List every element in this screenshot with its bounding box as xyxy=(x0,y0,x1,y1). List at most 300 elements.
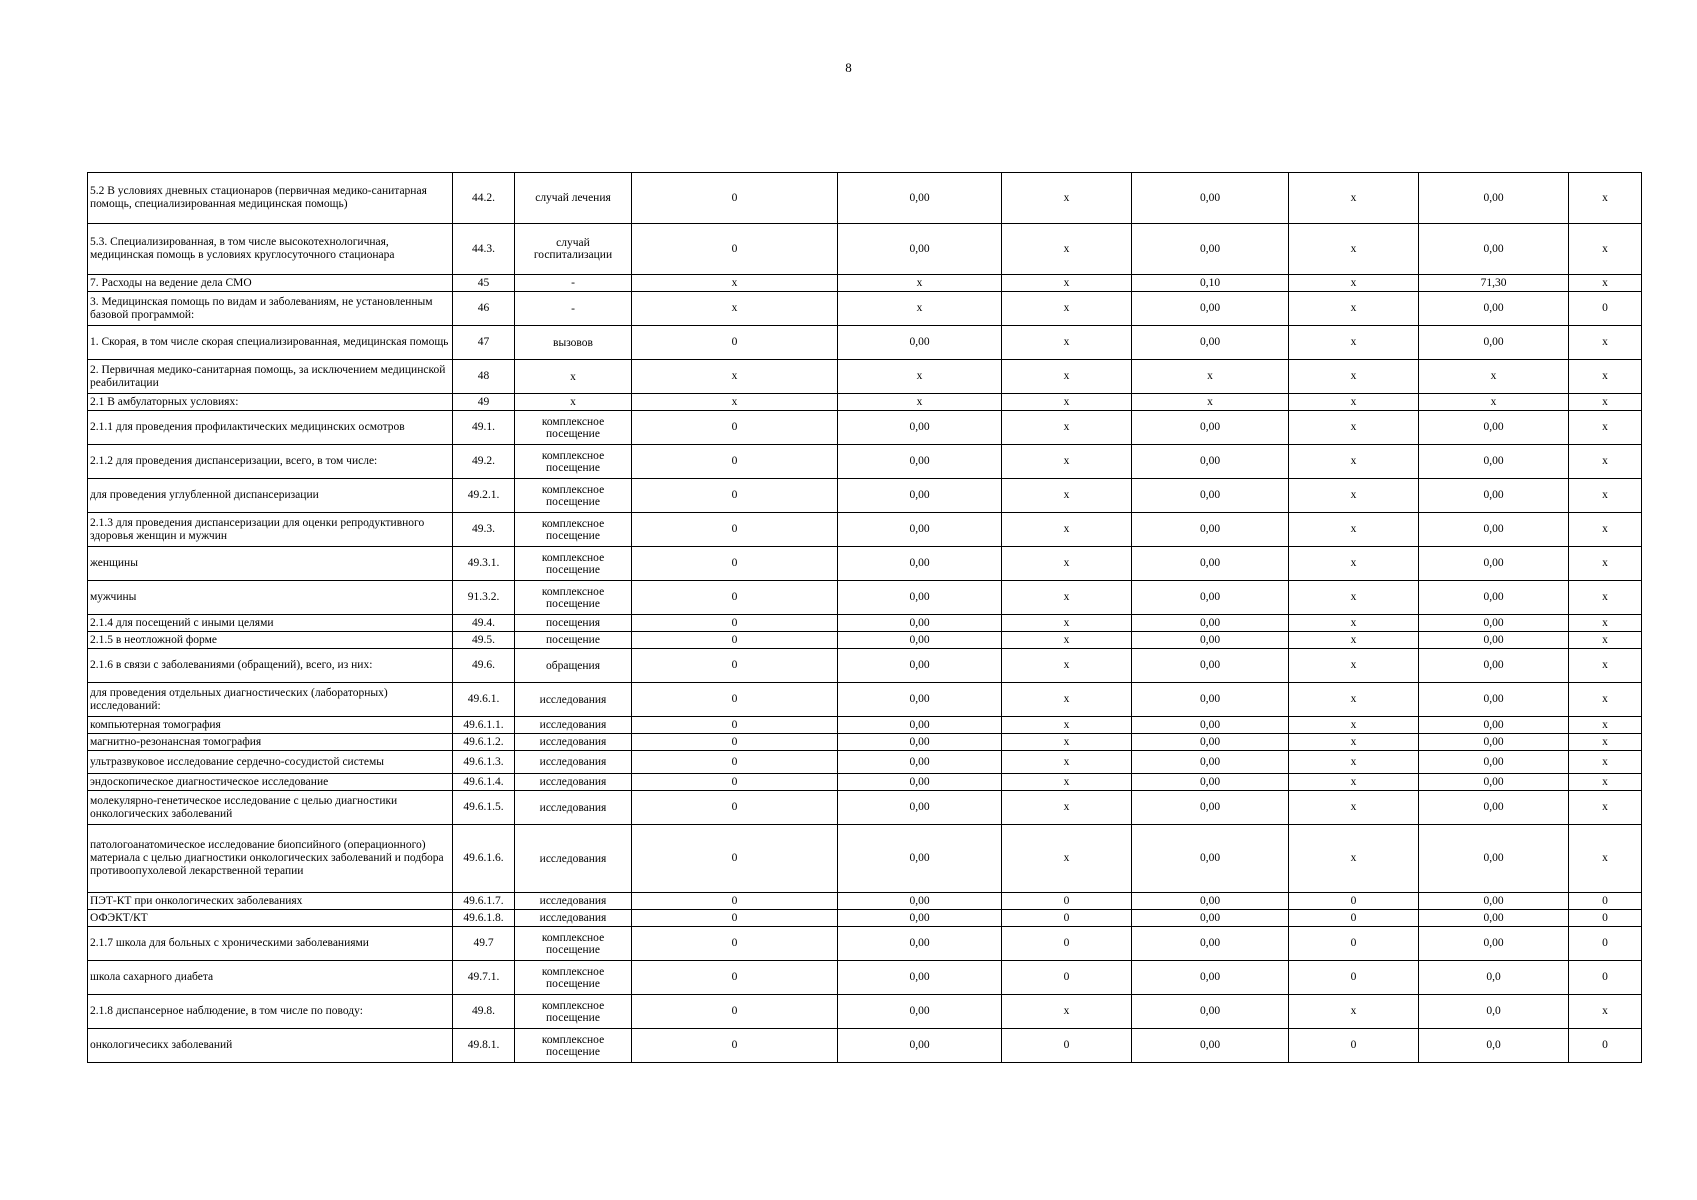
value-cell: х xyxy=(1289,734,1419,751)
value-cell: х xyxy=(632,394,838,411)
value-cell: х xyxy=(838,275,1002,292)
value-cell: х xyxy=(838,292,1002,326)
value-cell: 0,00 xyxy=(1132,173,1289,224)
value-cell: х xyxy=(1002,394,1132,411)
value-cell: 0 xyxy=(632,513,838,547)
row-code: 49.6.1.3. xyxy=(453,751,515,774)
value-cell: 0,00 xyxy=(1132,632,1289,649)
row-label: 2.1.7 школа для больных с хроническими заболеваниями xyxy=(88,927,453,961)
value-cell: 0,00 xyxy=(838,961,1002,995)
value-cell: х xyxy=(1569,581,1642,615)
value-cell: 0,00 xyxy=(1132,547,1289,581)
value-cell: х xyxy=(1569,615,1642,632)
value-cell: х xyxy=(1289,360,1419,394)
value-cell: х xyxy=(1569,649,1642,683)
value-cell: х xyxy=(1289,513,1419,547)
value-cell: 0 xyxy=(632,734,838,751)
value-cell: х xyxy=(632,292,838,326)
row-code: 49.3. xyxy=(453,513,515,547)
value-cell: 0 xyxy=(1569,1029,1642,1063)
value-cell: 0,00 xyxy=(838,927,1002,961)
value-cell: х xyxy=(1569,513,1642,547)
row-code: 49.5. xyxy=(453,632,515,649)
row-label: эндоскопическое диагностическое исследование xyxy=(88,774,453,791)
value-cell: 0,00 xyxy=(838,615,1002,632)
row-code: 49.6.1.7. xyxy=(453,893,515,910)
value-cell: 0,00 xyxy=(838,825,1002,893)
value-cell: 0,00 xyxy=(1132,961,1289,995)
value-cell: х xyxy=(1569,825,1642,893)
table-row xyxy=(88,751,1642,774)
value-cell: 0,00 xyxy=(1419,224,1569,275)
table-row xyxy=(88,173,1642,224)
row-label: 5.2 В условиях дневных стационаров (первичная медико-санитарная помощь, специализированная медицинская помощь) xyxy=(88,173,453,224)
unit-cell: комплексное посещение xyxy=(515,547,632,581)
value-cell: х xyxy=(1569,224,1642,275)
table-row xyxy=(88,734,1642,751)
value-cell: х xyxy=(1289,995,1419,1029)
unit-cell: - xyxy=(515,275,632,292)
row-label: для проведения углубленной диспансеризации xyxy=(88,479,453,513)
row-label: женщины xyxy=(88,547,453,581)
value-cell: 0,00 xyxy=(1419,649,1569,683)
value-cell: 0,0 xyxy=(1419,1029,1569,1063)
value-cell: 0 xyxy=(632,581,838,615)
table-row xyxy=(88,632,1642,649)
value-cell: 0,00 xyxy=(1419,751,1569,774)
value-cell: 0 xyxy=(1289,927,1419,961)
value-cell: х xyxy=(1002,791,1132,825)
row-label: 2. Первичная медико-санитарная помощь, за исключением медицинской реабилитации xyxy=(88,360,453,394)
value-cell: 0 xyxy=(632,224,838,275)
row-code: 49.6.1.5. xyxy=(453,791,515,825)
value-cell: 0 xyxy=(632,910,838,927)
value-cell: 0,00 xyxy=(838,547,1002,581)
value-cell: 0 xyxy=(632,774,838,791)
row-code: 49 xyxy=(453,394,515,411)
value-cell: х xyxy=(1002,275,1132,292)
unit-cell: исследования xyxy=(515,791,632,825)
value-cell: х xyxy=(1289,224,1419,275)
value-cell: 0,00 xyxy=(1419,411,1569,445)
value-cell: х xyxy=(1569,683,1642,717)
value-cell: 0 xyxy=(632,717,838,734)
value-cell: х xyxy=(1002,774,1132,791)
unit-cell: обращения xyxy=(515,649,632,683)
value-cell: 0 xyxy=(1569,893,1642,910)
value-cell: 0 xyxy=(632,791,838,825)
table-row xyxy=(88,649,1642,683)
value-cell: 0,00 xyxy=(838,224,1002,275)
value-cell: 0,00 xyxy=(1132,411,1289,445)
value-cell: 0 xyxy=(632,479,838,513)
value-cell: х xyxy=(1569,445,1642,479)
value-cell: 0,0 xyxy=(1419,995,1569,1029)
row-label: 3. Медицинская помощь по видам и заболеваниям, не установленным базовой программой: xyxy=(88,292,453,326)
value-cell: 0,00 xyxy=(838,173,1002,224)
value-cell: х xyxy=(1289,791,1419,825)
row-code: 49.6.1.1. xyxy=(453,717,515,734)
unit-cell: случай лечения xyxy=(515,173,632,224)
value-cell: 0,00 xyxy=(838,774,1002,791)
table-row xyxy=(88,683,1642,717)
value-cell: х xyxy=(1569,751,1642,774)
row-code: 49.8.1. xyxy=(453,1029,515,1063)
value-cell: 0 xyxy=(1002,1029,1132,1063)
value-cell: 0,00 xyxy=(1132,774,1289,791)
value-cell: х xyxy=(838,394,1002,411)
unit-cell: исследования xyxy=(515,717,632,734)
value-cell: х xyxy=(1569,734,1642,751)
value-cell: 0,00 xyxy=(1419,581,1569,615)
value-cell: х xyxy=(1132,360,1289,394)
value-cell: 0,00 xyxy=(1419,445,1569,479)
value-cell: 0,00 xyxy=(838,910,1002,927)
unit-cell: комплексное посещение xyxy=(515,513,632,547)
table-row xyxy=(88,479,1642,513)
value-cell: х xyxy=(1002,717,1132,734)
value-cell: х xyxy=(1002,825,1132,893)
value-cell: 0,00 xyxy=(1419,326,1569,360)
value-cell: х xyxy=(1289,479,1419,513)
value-cell: 0,00 xyxy=(1132,479,1289,513)
value-cell: 0 xyxy=(1002,893,1132,910)
value-cell: х xyxy=(1002,224,1132,275)
value-cell: х xyxy=(1569,717,1642,734)
value-cell: х xyxy=(1289,717,1419,734)
value-cell: 0,00 xyxy=(1132,791,1289,825)
value-cell: 0,00 xyxy=(1132,683,1289,717)
row-code: 49.7.1. xyxy=(453,961,515,995)
table-row xyxy=(88,547,1642,581)
value-cell: х xyxy=(1289,774,1419,791)
value-cell: 0,00 xyxy=(1419,734,1569,751)
value-cell: х xyxy=(1289,683,1419,717)
row-code: 48 xyxy=(453,360,515,394)
value-cell: 0,00 xyxy=(838,1029,1002,1063)
table-row xyxy=(88,326,1642,360)
value-cell: 71,30 xyxy=(1419,275,1569,292)
value-cell: х xyxy=(1002,326,1132,360)
table-row xyxy=(88,995,1642,1029)
value-cell: 0,00 xyxy=(1132,825,1289,893)
value-cell: х xyxy=(1002,581,1132,615)
value-cell: х xyxy=(1002,479,1132,513)
value-cell: 0,00 xyxy=(838,649,1002,683)
value-cell: х xyxy=(1569,360,1642,394)
unit-cell: посещение xyxy=(515,632,632,649)
unit-cell: комплексное посещение xyxy=(515,411,632,445)
table-row xyxy=(88,717,1642,734)
table-row xyxy=(88,513,1642,547)
value-cell: 0 xyxy=(1002,910,1132,927)
value-cell: х xyxy=(1289,394,1419,411)
value-cell: х xyxy=(1419,360,1569,394)
row-code: 49.6. xyxy=(453,649,515,683)
unit-cell: исследования xyxy=(515,825,632,893)
table-row xyxy=(88,927,1642,961)
table-row xyxy=(88,615,1642,632)
value-cell: 0,00 xyxy=(1132,1029,1289,1063)
value-cell: 0,00 xyxy=(838,751,1002,774)
value-cell: х xyxy=(1002,995,1132,1029)
value-cell: 0,00 xyxy=(838,581,1002,615)
value-cell: 0,00 xyxy=(1419,774,1569,791)
value-cell: х xyxy=(1002,649,1132,683)
table-row xyxy=(88,360,1642,394)
value-cell: 0 xyxy=(1002,961,1132,995)
value-cell: 0 xyxy=(632,649,838,683)
row-code: 91.3.2. xyxy=(453,581,515,615)
value-cell: х xyxy=(1002,547,1132,581)
row-label: 2.1.1 для проведения профилактических медицинских осмотров xyxy=(88,411,453,445)
row-label: ультразвуковое исследование сердечно-сосудистой системы xyxy=(88,751,453,774)
table-row xyxy=(88,411,1642,445)
value-cell: х xyxy=(1002,445,1132,479)
value-cell: 0 xyxy=(1289,893,1419,910)
value-cell: 0,00 xyxy=(1132,649,1289,683)
value-cell: 0,00 xyxy=(838,632,1002,649)
unit-cell: комплексное посещение xyxy=(515,995,632,1029)
value-cell: 0,00 xyxy=(838,683,1002,717)
value-cell: 0 xyxy=(632,547,838,581)
value-cell: 0 xyxy=(632,927,838,961)
value-cell: 0,00 xyxy=(1419,173,1569,224)
value-cell: 0,00 xyxy=(838,791,1002,825)
unit-cell: комплексное посещение xyxy=(515,581,632,615)
value-cell: х xyxy=(1289,445,1419,479)
value-cell: 0 xyxy=(1289,961,1419,995)
unit-cell: комплексное посещение xyxy=(515,445,632,479)
unit-cell: комплексное посещение xyxy=(515,1029,632,1063)
value-cell: х xyxy=(1002,734,1132,751)
value-cell: х xyxy=(1002,173,1132,224)
value-cell: х xyxy=(1569,547,1642,581)
row-code: 47 xyxy=(453,326,515,360)
row-label: 7. Расходы на ведение дела СМО xyxy=(88,275,453,292)
row-label: патологоанатомическое исследование биопсийного (операционного) материала с целью диагностики онкологических заболеваний и подбора противоопухолевой лекарственной терапии xyxy=(88,825,453,893)
value-cell: 0,00 xyxy=(1419,547,1569,581)
value-cell: 0 xyxy=(632,173,838,224)
row-label: 5.3. Специализированная, в том числе высокотехнологичная, медицинская помощь в условиях круглосуточного стационара xyxy=(88,224,453,275)
value-cell: 0 xyxy=(1569,927,1642,961)
value-cell: х xyxy=(1289,615,1419,632)
row-label: онкологичесикх заболеваний xyxy=(88,1029,453,1063)
row-code: 49.6.1.4. xyxy=(453,774,515,791)
value-cell: 0,00 xyxy=(1419,717,1569,734)
table-row xyxy=(88,825,1642,893)
unit-cell: случай госпитализации xyxy=(515,224,632,275)
row-label: ОФЭКТ/КТ xyxy=(88,910,453,927)
unit-cell: вызовов xyxy=(515,326,632,360)
value-cell: 0,00 xyxy=(1419,292,1569,326)
row-label: 2.1 В амбулаторных условиях: xyxy=(88,394,453,411)
value-cell: х xyxy=(1289,649,1419,683)
value-cell: 0,00 xyxy=(838,326,1002,360)
row-label: 1. Скорая, в том числе скорая специализированная, медицинская помощь xyxy=(88,326,453,360)
value-cell: 0,00 xyxy=(1132,751,1289,774)
table-row xyxy=(88,1029,1642,1063)
value-cell: 0 xyxy=(1569,961,1642,995)
value-cell: 0,00 xyxy=(1419,479,1569,513)
table-row xyxy=(88,224,1642,275)
unit-cell: исследования xyxy=(515,751,632,774)
value-cell: 0,00 xyxy=(838,411,1002,445)
value-cell: 0,00 xyxy=(838,479,1002,513)
value-cell: 0,00 xyxy=(1419,910,1569,927)
row-code: 49.6.1.2. xyxy=(453,734,515,751)
value-cell: 0,00 xyxy=(1132,292,1289,326)
table-row xyxy=(88,791,1642,825)
row-label: ПЭТ-КТ при онкологических заболеваниях xyxy=(88,893,453,910)
table-row xyxy=(88,774,1642,791)
row-label: 2.1.3 для проведения диспансеризации для оценки репродуктивного здоровья женщин и мужчин xyxy=(88,513,453,547)
value-cell: 0 xyxy=(632,1029,838,1063)
unit-cell: х xyxy=(515,394,632,411)
value-cell: 0 xyxy=(1002,927,1132,961)
value-cell: 0,00 xyxy=(838,717,1002,734)
table-row xyxy=(88,394,1642,411)
row-code: 44.3. xyxy=(453,224,515,275)
value-cell: 0,00 xyxy=(838,893,1002,910)
value-cell: 0 xyxy=(632,825,838,893)
unit-cell: комплексное посещение xyxy=(515,927,632,961)
row-code: 49.7 xyxy=(453,927,515,961)
value-cell: 0,00 xyxy=(1132,717,1289,734)
row-code: 45 xyxy=(453,275,515,292)
unit-cell: исследования xyxy=(515,734,632,751)
row-code: 49.2. xyxy=(453,445,515,479)
table-row xyxy=(88,292,1642,326)
row-label: 2.1.2 для проведения диспансеризации, всего, в том числе: xyxy=(88,445,453,479)
value-cell: 0 xyxy=(632,411,838,445)
value-cell: х xyxy=(1569,791,1642,825)
data-table xyxy=(87,172,1642,1063)
row-label: магнитно-резонансная томография xyxy=(88,734,453,751)
value-cell: 0,00 xyxy=(1132,734,1289,751)
unit-cell: комплексное посещение xyxy=(515,479,632,513)
table-row xyxy=(88,275,1642,292)
value-cell: х xyxy=(1289,173,1419,224)
table-row xyxy=(88,893,1642,910)
value-cell: 0 xyxy=(1569,292,1642,326)
value-cell: х xyxy=(1289,411,1419,445)
value-cell: 0 xyxy=(632,683,838,717)
value-cell: х xyxy=(1569,326,1642,360)
value-cell: 0,0 xyxy=(1419,961,1569,995)
row-label: молекулярно-генетическое исследование с целью диагностики онкологических заболеваний xyxy=(88,791,453,825)
row-label: 2.1.8 диспансерное наблюдение, в том числе по поводу: xyxy=(88,995,453,1029)
table-row xyxy=(88,910,1642,927)
unit-cell: посещения xyxy=(515,615,632,632)
value-cell: х xyxy=(1002,632,1132,649)
row-code: 49.6.1.6. xyxy=(453,825,515,893)
value-cell: 0,00 xyxy=(1132,910,1289,927)
value-cell: х xyxy=(1569,275,1642,292)
unit-cell: комплексное посещение xyxy=(515,961,632,995)
value-cell: х xyxy=(1002,751,1132,774)
value-cell: х xyxy=(1569,173,1642,224)
value-cell: х xyxy=(1569,774,1642,791)
value-cell: х xyxy=(1569,394,1642,411)
row-label: компьютерная томография xyxy=(88,717,453,734)
row-code: 49.6.1. xyxy=(453,683,515,717)
row-label: для проведения отдельных диагностических (лабораторных) исследований: xyxy=(88,683,453,717)
value-cell: х xyxy=(1289,581,1419,615)
value-cell: 0 xyxy=(632,751,838,774)
value-cell: 0,00 xyxy=(1419,825,1569,893)
value-cell: 0,00 xyxy=(1132,893,1289,910)
row-label: 2.1.5 в неотложной форме xyxy=(88,632,453,649)
value-cell: х xyxy=(1002,360,1132,394)
value-cell: х xyxy=(1289,751,1419,774)
row-label: школа сахарного диабета xyxy=(88,961,453,995)
value-cell: х xyxy=(1289,825,1419,893)
value-cell: 0 xyxy=(632,961,838,995)
value-cell: 0,00 xyxy=(1419,683,1569,717)
value-cell: 0 xyxy=(1569,910,1642,927)
value-cell: 0,00 xyxy=(1132,445,1289,479)
value-cell: 0 xyxy=(632,326,838,360)
value-cell: х xyxy=(1569,632,1642,649)
value-cell: х xyxy=(1289,547,1419,581)
value-cell: 0 xyxy=(632,615,838,632)
unit-cell: исследования xyxy=(515,893,632,910)
value-cell: х xyxy=(1569,995,1642,1029)
value-cell: 0,00 xyxy=(1419,893,1569,910)
row-code: 49.1. xyxy=(453,411,515,445)
row-code: 49.6.1.8. xyxy=(453,910,515,927)
value-cell: 0 xyxy=(1289,1029,1419,1063)
value-cell: 0,00 xyxy=(1419,513,1569,547)
table-row xyxy=(88,961,1642,995)
value-cell: х xyxy=(1289,292,1419,326)
unit-cell: исследования xyxy=(515,774,632,791)
value-cell: 0,00 xyxy=(1132,995,1289,1029)
value-cell: х xyxy=(1419,394,1569,411)
value-cell: 0,00 xyxy=(838,995,1002,1029)
value-cell: х xyxy=(1289,326,1419,360)
value-cell: 0,00 xyxy=(1419,615,1569,632)
unit-cell: исследования xyxy=(515,683,632,717)
value-cell: х xyxy=(1002,411,1132,445)
value-cell: 0,00 xyxy=(838,513,1002,547)
row-code: 49.4. xyxy=(453,615,515,632)
unit-cell: исследования xyxy=(515,910,632,927)
table-row xyxy=(88,581,1642,615)
value-cell: 0 xyxy=(632,893,838,910)
row-code: 49.3.1. xyxy=(453,547,515,581)
value-cell: х xyxy=(1002,615,1132,632)
row-label: 2.1.6 в связи с заболеваниями (обращений), всего, из них: xyxy=(88,649,453,683)
row-label: мужчины xyxy=(88,581,453,615)
value-cell: х xyxy=(838,360,1002,394)
value-cell: 0,10 xyxy=(1132,275,1289,292)
value-cell: 0,00 xyxy=(1132,224,1289,275)
value-cell: х xyxy=(1569,411,1642,445)
value-cell: х xyxy=(1569,479,1642,513)
value-cell: 0 xyxy=(632,632,838,649)
row-code: 49.2.1. xyxy=(453,479,515,513)
value-cell: 0,00 xyxy=(1132,615,1289,632)
unit-cell: - xyxy=(515,292,632,326)
value-cell: 0,00 xyxy=(1132,513,1289,547)
value-cell: х xyxy=(1002,683,1132,717)
value-cell: 0 xyxy=(632,445,838,479)
value-cell: 0 xyxy=(1289,910,1419,927)
row-code: 44.2. xyxy=(453,173,515,224)
value-cell: 0,00 xyxy=(1132,326,1289,360)
